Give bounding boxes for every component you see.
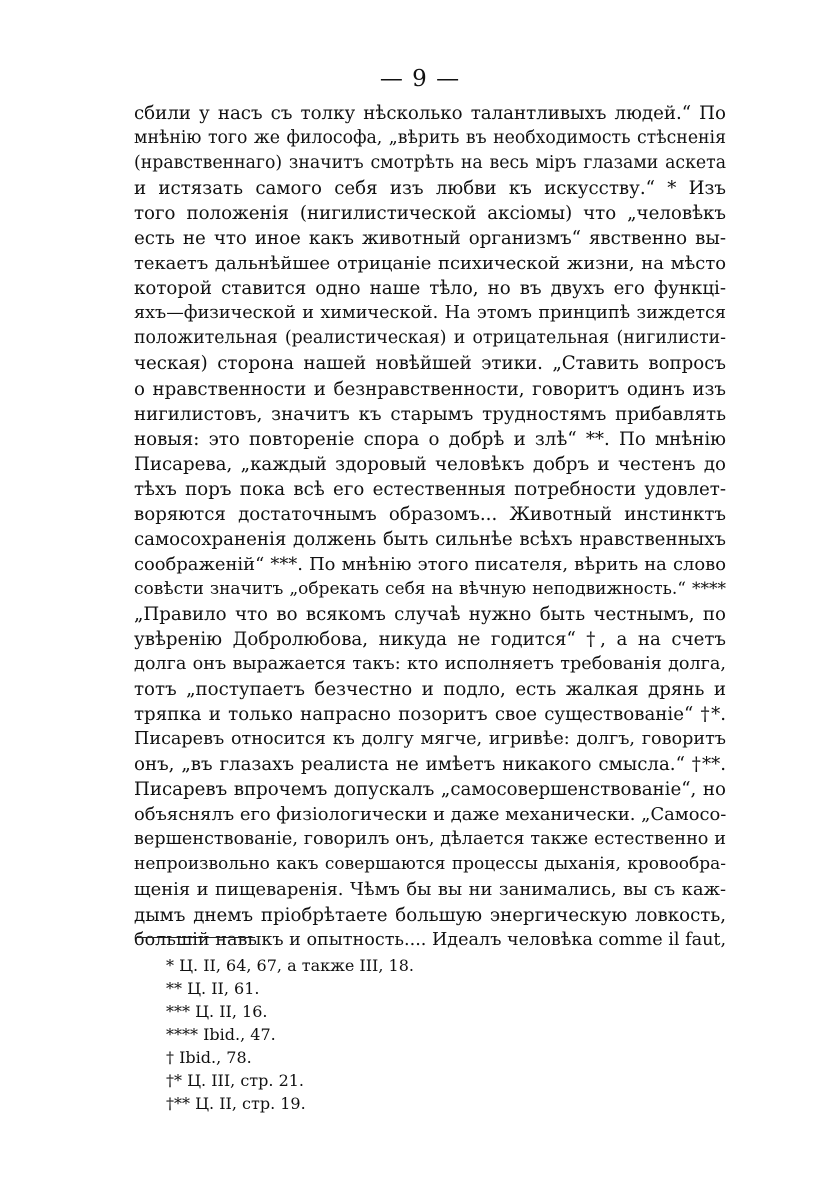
- footnote: ** Ц. II, 61.: [166, 979, 260, 998]
- text-line: того положенія (нигилистической аксіомы) что „человѣкъ: [134, 203, 726, 225]
- body-text: [134, 101, 726, 953]
- text-line: ческая) сторона нашей новѣйшей этики. „Ставить вопросъ: [134, 353, 726, 375]
- text-line: новыя: это повтореніе спора о добрѣ и злѣ“ **. По мнѣнію: [134, 428, 726, 450]
- text-line: объяснялъ его физіологически и даже механически. „Самосо-: [134, 804, 727, 826]
- text-line: Писаревъ относится къ долгу мягче, игривѣе: долгъ, говоритъ: [134, 729, 726, 750]
- text-line: непроизвольно какъ совершаются процессы дыханія, кровообра-: [134, 854, 726, 875]
- text-line: и истязать самого себя изъ любви къ искусству.“ * Изъ: [134, 178, 726, 200]
- text-line: онъ, „въ глазахъ реалиста не имѣетъ никакого смысла.“ †**.: [134, 754, 726, 776]
- text-line: Писаревъ впрочемъ допускалъ „самосовершенствованіе“, но: [134, 779, 726, 801]
- footnote: * Ц. II, 64, 67, а также III, 18.: [166, 956, 414, 975]
- text-line: тѣхъ поръ пока всѣ его естественныя потребности удовлет-: [134, 478, 726, 500]
- text-line: текаетъ дальнѣйшее отрицаніе психической жизни, на мѣсто: [134, 253, 726, 275]
- text-line: соображеній“ ***. По мнѣнію этого писателя, вѣрить на слово: [134, 553, 726, 575]
- footnote: *** Ц. II, 16.: [166, 1002, 268, 1021]
- text-line: увѣренію Добролюбова, никуда не годится“ †, а на счетъ: [134, 628, 726, 650]
- text-line: которой ставится одно наше тѣло, но въ двухъ его функці-: [134, 278, 726, 300]
- text-line: Писарева, „каждый здоровый человѣкъ добръ и честенъ до: [134, 453, 726, 475]
- text-line: „Правило что во всякомъ случаѣ нужно быть честнымъ, по: [134, 603, 726, 625]
- footnote: **** Ibid., 47.: [166, 1025, 276, 1044]
- text-line: положительная (реалистическая) и отрицательная (нигилисти-: [134, 328, 726, 349]
- text-line: долга онъ выражается такъ: кто исполняетъ требованія долга,: [134, 654, 726, 675]
- footnotes: [166, 954, 414, 1115]
- footnote: †* Ц. III, стр. 21.: [166, 1071, 305, 1090]
- text-line: о нравственности и безнравственности, говоритъ одинъ изъ: [134, 378, 726, 400]
- page-number: — 9 —: [379, 66, 461, 92]
- text-line: щенія и пищеваренія. Чѣмъ бы вы ни занимались, вы съ каж-: [134, 879, 726, 901]
- text-line: тряпка и только напрасно позоритъ свое существованіе“ †*.: [134, 704, 726, 726]
- text-line: дымъ днемъ пріобрѣтаете большую энергическую ловкость,: [134, 904, 726, 926]
- text-line: большій навыкъ и опытность.... Идеалъ человѣка comme il faut,: [134, 929, 727, 950]
- text-line: нигилистовъ, значитъ къ старымъ трудностямъ прибавлять: [134, 403, 726, 425]
- text-line: (нравственнаго) значитъ смотрѣть на весь міръ глазами аскета: [134, 153, 726, 174]
- text-line: есть не что иное какъ животный организмъ“ явственно вы-: [134, 228, 726, 250]
- text-line: самосохраненія должень быть сильнѣе всѣхъ нравственныхъ: [134, 528, 726, 550]
- footnote: †** Ц. II, стр. 19.: [166, 1094, 306, 1113]
- footnote: † Ibid., 78.: [166, 1048, 252, 1067]
- text-line: яхъ—физической и химической. На этомъ принципѣ зиждется: [134, 303, 726, 324]
- text-line: мнѣнію того же философа, „вѣрить въ необходимость стѣсненія: [134, 128, 726, 149]
- footnote-divider: [135, 937, 255, 938]
- text-line: сбили у насъ съ толку нѣсколько талантливыхъ людей.“ По: [134, 103, 726, 124]
- text-line: вершенствованіе, говорилъ онъ, дѣлается также естественно и: [134, 829, 726, 850]
- text-line: тотъ „поступаетъ безчестно и подло, есть жалкая дрянь и: [134, 679, 726, 701]
- text-line: совѣсти значитъ „обрекать себя на вѣчную неподвижность.“ ****: [134, 578, 726, 599]
- text-line: воряются достаточнымъ образомъ... Животный инстинктъ: [134, 503, 726, 525]
